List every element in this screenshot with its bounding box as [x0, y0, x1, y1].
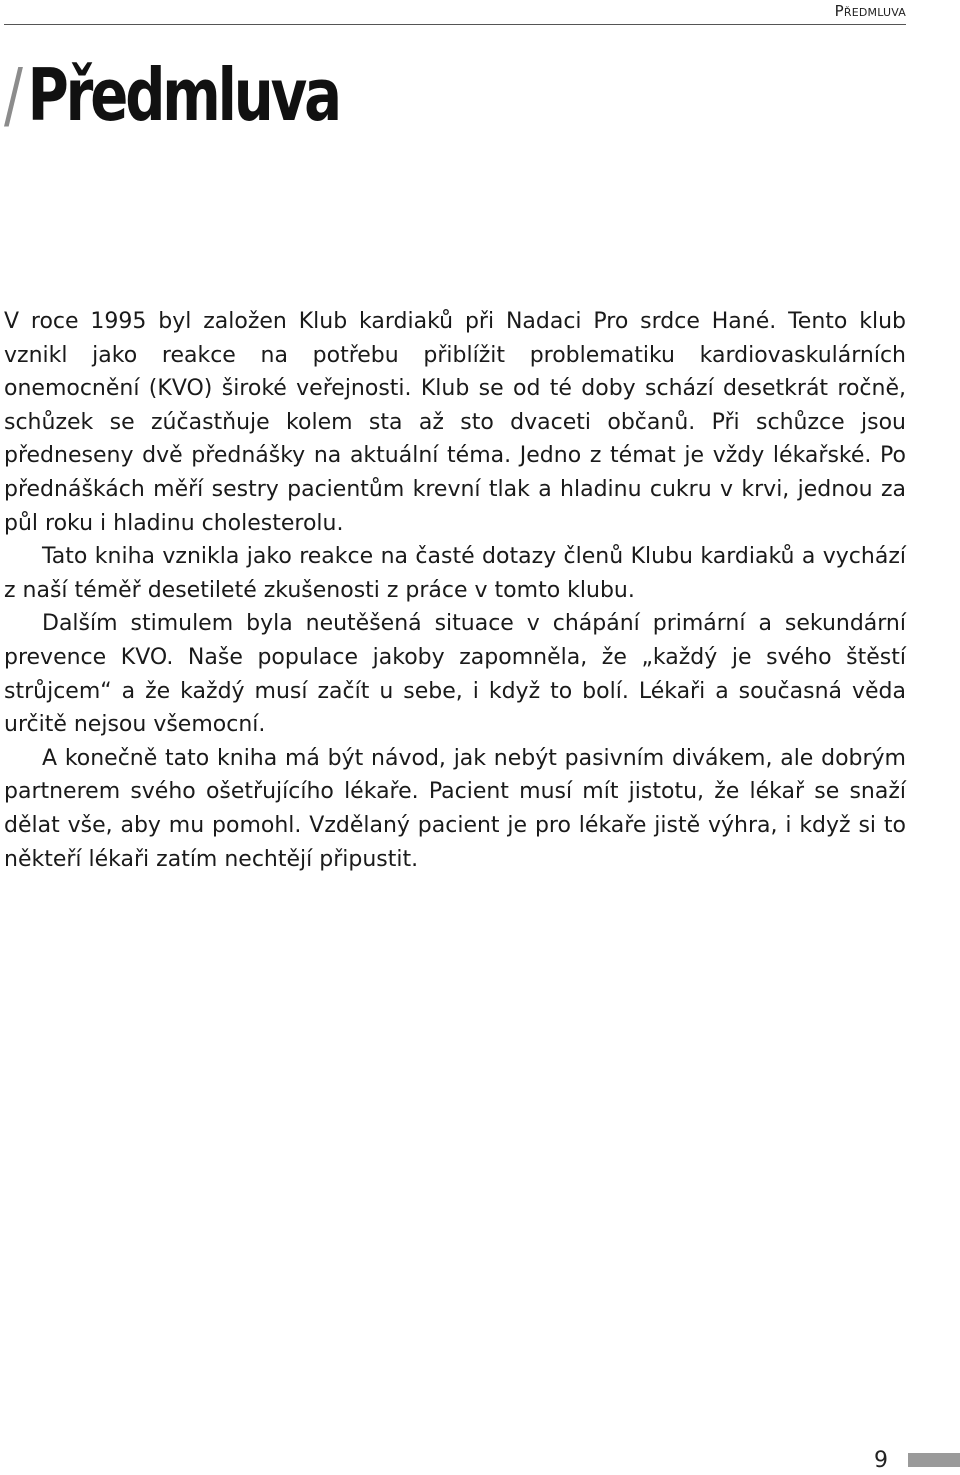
page-number-bar — [908, 1453, 960, 1467]
paragraph-patient-partner: A konečně tato kniha má být návod, jak nebýt pasivním divákem, ale dobrým partnerem svého ošetřujícího lékaře. Pacient musí mít jistotu, že lékař se snaží dělat vše, aby mu pomohl. Vzdělaný pacient je pro lékaře jistě výhra, i když si to někteří lékaři zatím nechtějí připustit. — [4, 745, 906, 872]
header-rule — [4, 24, 906, 25]
title-text: Předmluva — [27, 53, 339, 137]
page-title — [4, 53, 339, 137]
page-number: 9 — [874, 1448, 888, 1473]
body-text — [4, 305, 906, 876]
paragraph-prevention: Dalším stimulem byla neutěšená situace v chápání primární a sekundární prevence KVO. Naše populace jakoby zapomněla, že „každý je svého štěstí strůjcem“ a že každý musí začít u sebe, i když to bolí. Lékaři a současná věda určitě nejsou všemocní. — [4, 611, 906, 738]
paragraph-book-origin: Tato kniha vznikla jako reakce na časté dotazy členů Klubu kardiaků a vychází z naší téměř desetileté zkušenosti z práce v tomto klubu. — [4, 544, 906, 603]
paragraph-club-history: V roce 1995 byl založen Klub kardiaků při Nadaci Pro srdce Hané. Tento klub vznikl jako reakce na potřebu přiblížit problematiku kardiovaskulárních onemocnění (KVO) široké veřejnosti. Klub se od té doby schází desetkrát ročně, schůzek se zúčastňuje kolem sta až sto dvaceti občanů. Při schůzce jsou předneseny dvě přednášky na aktuální téma. Jedno z témat je vždy lékařské. Po přednáškách měří sestry pacientům krevní tlak a hladinu cukru v krvi, jednou za půl roku i hladinu cholesterolu. — [4, 309, 906, 536]
title-slash: / — [4, 53, 20, 137]
running-header: Předmluva — [834, 2, 906, 20]
